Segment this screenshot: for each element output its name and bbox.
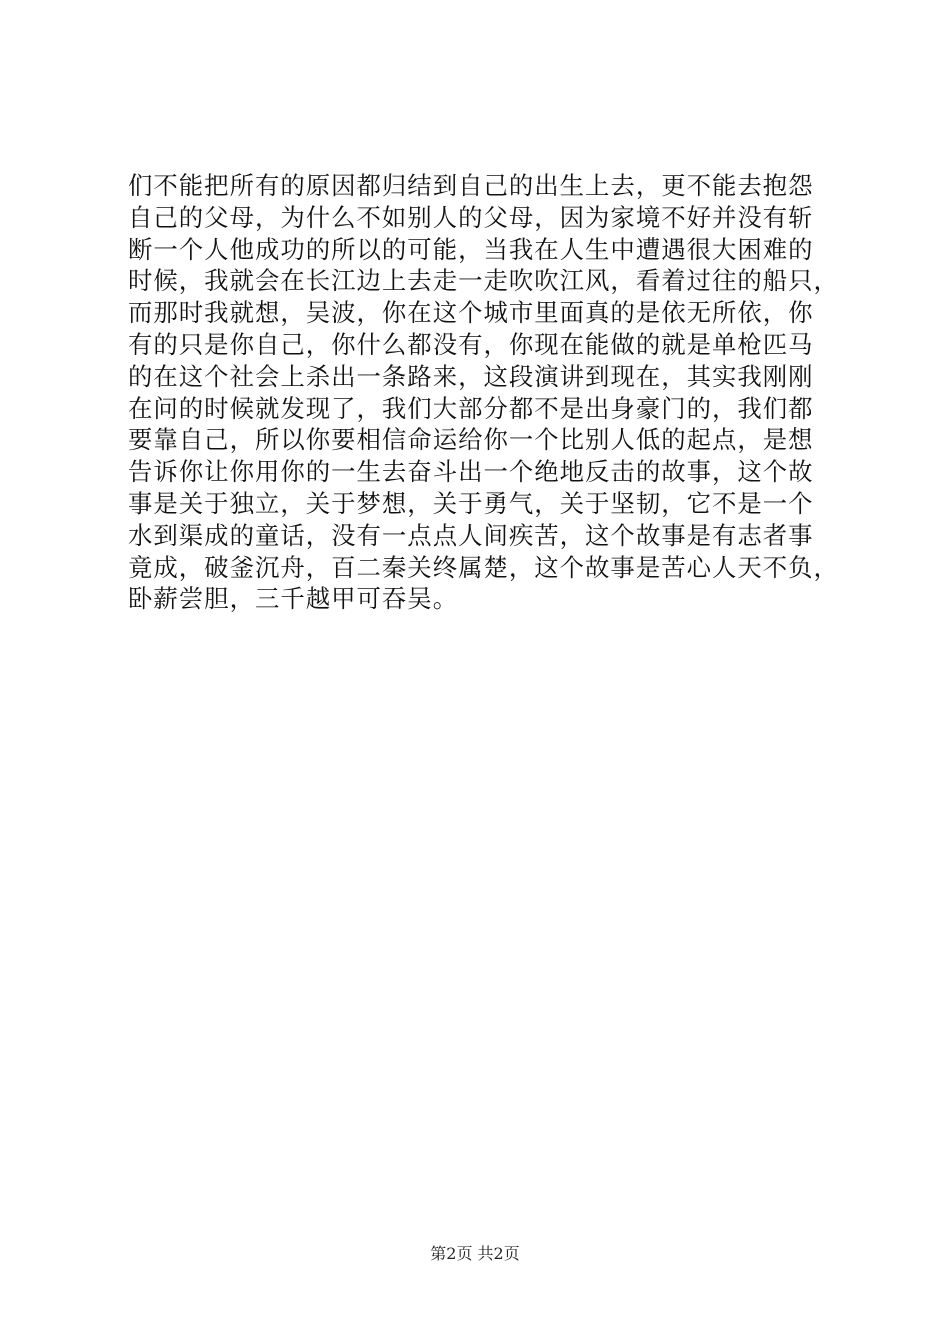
text-line: 在问的时候就发现了，我们大部分都不是出身豪门的，我们都: [128, 393, 814, 423]
body-text: [128, 170, 848, 615]
text-line: 竟成，破釜沉舟，百二秦关终属楚，这个故事是苦心人天不负，: [128, 552, 839, 582]
text-line: 们不能把所有的原因都归结到自己的出生上去，更不能去抱怨: [128, 171, 814, 200]
text-line: 断一个人他成功的所以的可能，当我在人生中遭遇很大困难的: [128, 234, 814, 264]
text-line: 时候，我就会在长江边上去走一走吹吹江风，看着过往的船只，: [128, 266, 839, 296]
text-line: 自己的父母，为什么不如别人的父母，因为家境不好并没有斩: [128, 202, 814, 232]
text-line: 告诉你让你用你的一生去奋斗出一个绝地反击的故事，这个故: [128, 457, 814, 487]
text-line: 而那时我就想，吴波，你在这个城市里面真的是依无所依，你: [128, 298, 814, 328]
text-line: 卧薪尝胆，三千越甲可吞吴。: [128, 584, 459, 614]
page-footer: 第2页 共2页: [430, 1244, 520, 1263]
text-line: 的在这个社会上杀出一条路来，这段演讲到现在，其实我刚刚: [128, 361, 814, 391]
text-line: 有的只是你自己，你什么都没有，你现在能做的就是单枪匹马: [128, 329, 814, 359]
text-line: 要靠自己，所以你要相信命运给你一个比别人低的起点，是想: [128, 425, 814, 455]
text-line: 水到渠成的童话，没有一点点人间疾苦，这个故事是有志者事: [128, 520, 814, 550]
text-line: 事是关于独立，关于梦想，关于勇气，关于坚韧，它不是一个: [128, 488, 814, 518]
